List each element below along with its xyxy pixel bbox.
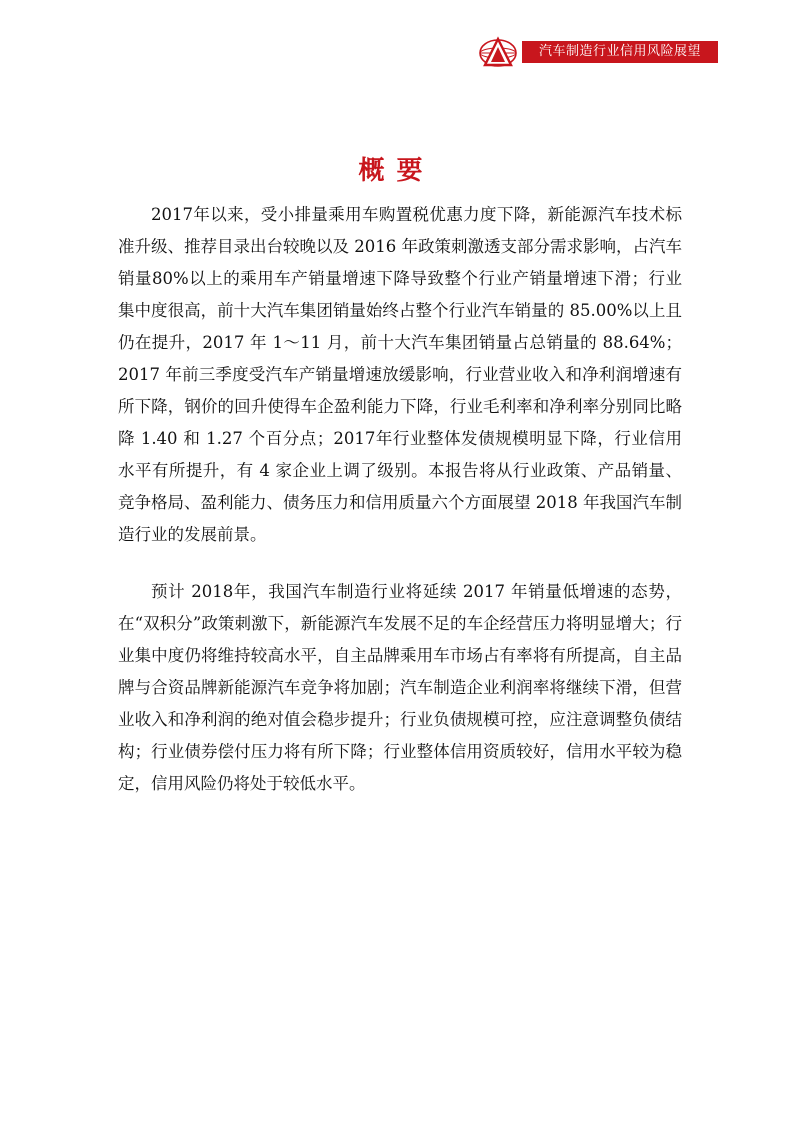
summary-paragraph-1: 2017年以来，受小排量乘用车购置税优惠力度下降，新能源汽车技术标准升级、推荐目录出台较晚以及 2016 年政策刺激透支部分需求影响，占汽车销量80%以上的乘用车产销量增速下降导致整个行业产销量增速下滑；行业集中度很高，前十大汽车集团销量始终占整个行业汽车销量的 85.00%以上且仍在提升，2017 年 1～11 月，前十大汽车集团销量占总销量的 88.64%；2017 年前三季度受汽车产销量增速放缓影响，行业营业收入和净利润增速有所下降，钢价的回升使得车企盈利能力下降，行业毛利率和净利率分别同比略降 1.40 和 1.27 个百分点；2017年行业整体发债规模明显下降，行业信用水平有所提升，有 4 家企业上调了级别。本报告将从行业政策、产品销量、竞争格局、盈利能力、债务压力和信用质量六个方面展望 2018 年我国汽车制造行业的发展前景。	[118, 205, 682, 544]
page-header	[478, 36, 718, 68]
summary-body	[118, 199, 682, 800]
triangle-globe-logo-icon	[478, 36, 524, 68]
summary-paragraph-2: 预计 2018年，我国汽车制造行业将延续 2017 年销量低增速的态势，在“双积分”政策刺激下，新能源汽车发展不足的车企经营压力将明显增大；行业集中度仍将维持较高水平，自主品牌乘用车市场占有率将有所提高，自主品牌与合资品牌新能源汽车竞争将加剧；汽车制造企业利润率将继续下滑，但营业收入和净利润的绝对值会稳步提升；行业负债规模可控，应注意调整负债结构；行业债券偿付压力将有所下降；行业整体信用资质较好，信用水平较为稳定，信用风险仍将处于较低水平。	[118, 582, 682, 793]
page-title: 概要	[358, 156, 435, 186]
report-title-banner: 汽车制造行业信用风险展望	[522, 41, 718, 63]
